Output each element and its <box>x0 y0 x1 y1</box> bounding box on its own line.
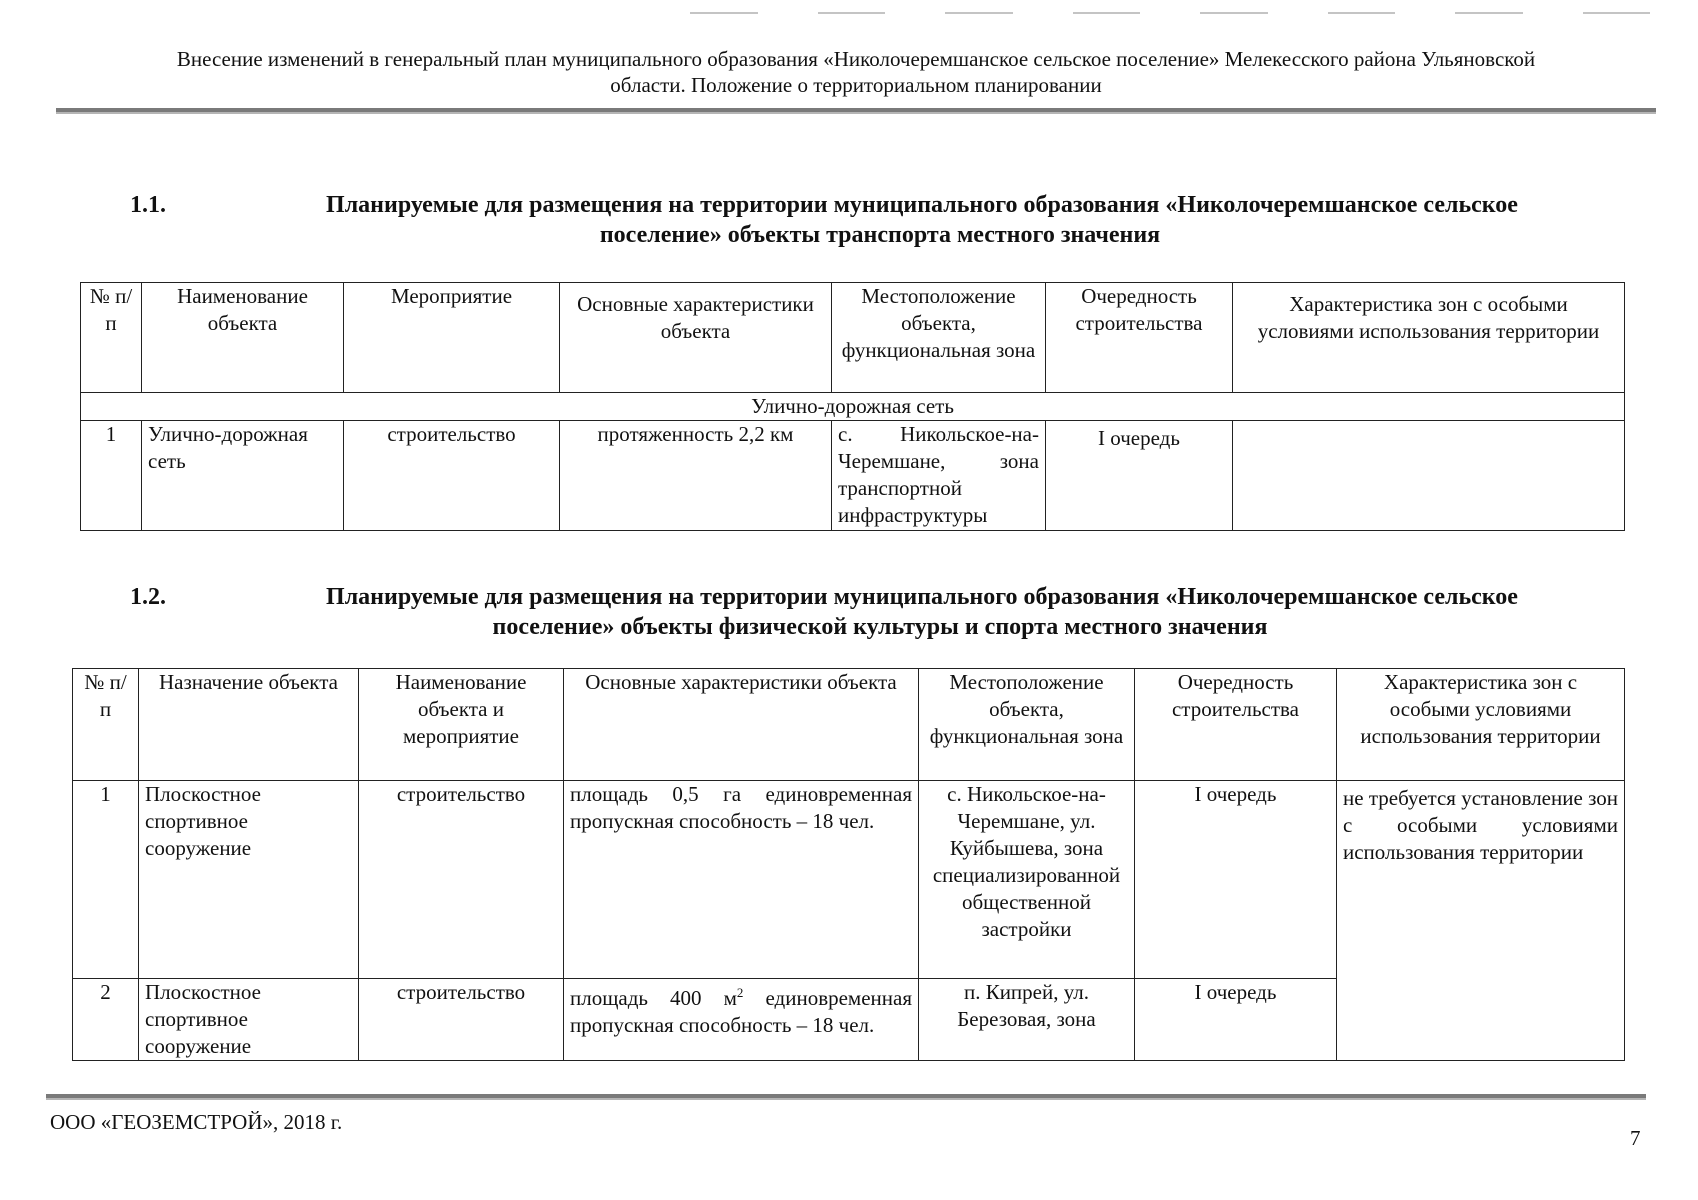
row-purpose: Плоскостное спортивное сооружение <box>139 781 359 979</box>
col-header-name-action: Наименование объекта и мероприятие <box>359 669 564 781</box>
row-zones <box>1233 421 1625 531</box>
section-2-title-line-1: Планируемые для размещения на территории муниципального образования «Николочеремшанское сельское <box>326 584 1518 610</box>
footer-rule <box>46 1094 1646 1100</box>
col-header-number: № п/п <box>73 669 139 781</box>
page-number: 7 <box>1630 1126 1641 1150</box>
col-header-zones: Характеристика зон с особыми условиями использования территории <box>1233 283 1625 393</box>
row-location: с. Никольское-на-Черемшане, зона транспортной инфраструктуры <box>832 421 1046 531</box>
section-2-title <box>120 582 1640 642</box>
footer-company: ООО «ГЕОЗЕМСТРОЙ», 2018 г. <box>50 1110 343 1134</box>
row-location: п. Кипрей, ул. Березовая, зона <box>919 979 1135 1061</box>
row-characteristics: протяженность 2,2 км <box>560 421 832 531</box>
page-header <box>56 46 1656 98</box>
scan-artifacts <box>690 12 1650 18</box>
row-characteristics-sup: 2 <box>736 985 744 1000</box>
col-header-characteristics: Основные характеристики объекта <box>564 669 919 781</box>
row-action: строительство <box>344 421 560 531</box>
row-zones: не требуется установление зон с особыми условиями использования территории <box>1337 781 1625 1061</box>
row-priority: I очередь <box>1135 781 1337 979</box>
header-rule <box>56 108 1656 114</box>
row-characteristics-area: площадь 400 м <box>570 986 737 1010</box>
col-header-zones: Характеристика зон с особыми условиями использования территории <box>1337 669 1625 781</box>
col-header-location: Местоположение объекта, функциональная зона <box>832 283 1046 393</box>
table-row <box>73 781 1625 979</box>
col-header-priority: Очередность строительства <box>1046 283 1233 393</box>
col-header-location: Местоположение объекта, функциональная зона <box>919 669 1135 781</box>
row-characteristics-rest: единовременная пропускная способность – 18 чел. <box>570 986 912 1037</box>
col-header-priority: Очередность строительства <box>1135 669 1337 781</box>
section-1-title-line-1: Планируемые для размещения на территории муниципального образования «Николочеремшанское сельское <box>326 192 1518 218</box>
group-row <box>81 393 1625 421</box>
group-label: Улично-дорожная сеть <box>81 393 1625 421</box>
row-number: 1 <box>73 781 139 979</box>
col-header-purpose: Назначение объекта <box>139 669 359 781</box>
col-header-number: № п/п <box>81 283 142 393</box>
row-action: строительство <box>359 781 564 979</box>
sports-objects-table <box>72 668 1625 1061</box>
section-1-title-line-2: поселение» объекты транспорта местного значения <box>599 222 1161 248</box>
row-purpose: Плоскостное спортивное сооружение <box>139 979 359 1061</box>
section-1-number: 1.1. <box>130 192 166 218</box>
col-header-characteristics: Основные характеристики объекта <box>560 283 832 393</box>
transport-objects-table <box>80 282 1625 531</box>
header-line-1: Внесение изменений в генеральный план муниципального образования «Николочеремшанское сельское поселение» Мелекесского района Ульяновской <box>176 47 1536 71</box>
section-2-title-line-2: поселение» объекты физической культуры и спорта местного значения <box>492 614 1268 640</box>
col-header-action: Мероприятие <box>344 283 560 393</box>
col-header-name: Наименование объекта <box>142 283 344 393</box>
row-priority: I очередь <box>1135 979 1337 1061</box>
table-header-row <box>81 283 1625 393</box>
row-number: 1 <box>81 421 142 531</box>
table-row <box>81 421 1625 531</box>
row-name: Улично-дорожная сеть <box>142 421 344 531</box>
row-number: 2 <box>73 979 139 1061</box>
row-characteristics <box>564 979 919 1061</box>
row-action: строительство <box>359 979 564 1061</box>
section-1-title <box>120 190 1640 250</box>
row-location: с. Никольское-на-Черемшане, ул. Куйбышева, зона специализированной общественной застройки <box>919 781 1135 979</box>
row-priority: I очередь <box>1046 421 1233 531</box>
header-line-2: области. Положение о территориальном планировании <box>610 73 1102 97</box>
row-characteristics: площадь 0,5 га единовременная пропускная способность – 18 чел. <box>564 781 919 979</box>
table-header-row <box>73 669 1625 781</box>
section-2-number: 1.2. <box>130 584 166 610</box>
